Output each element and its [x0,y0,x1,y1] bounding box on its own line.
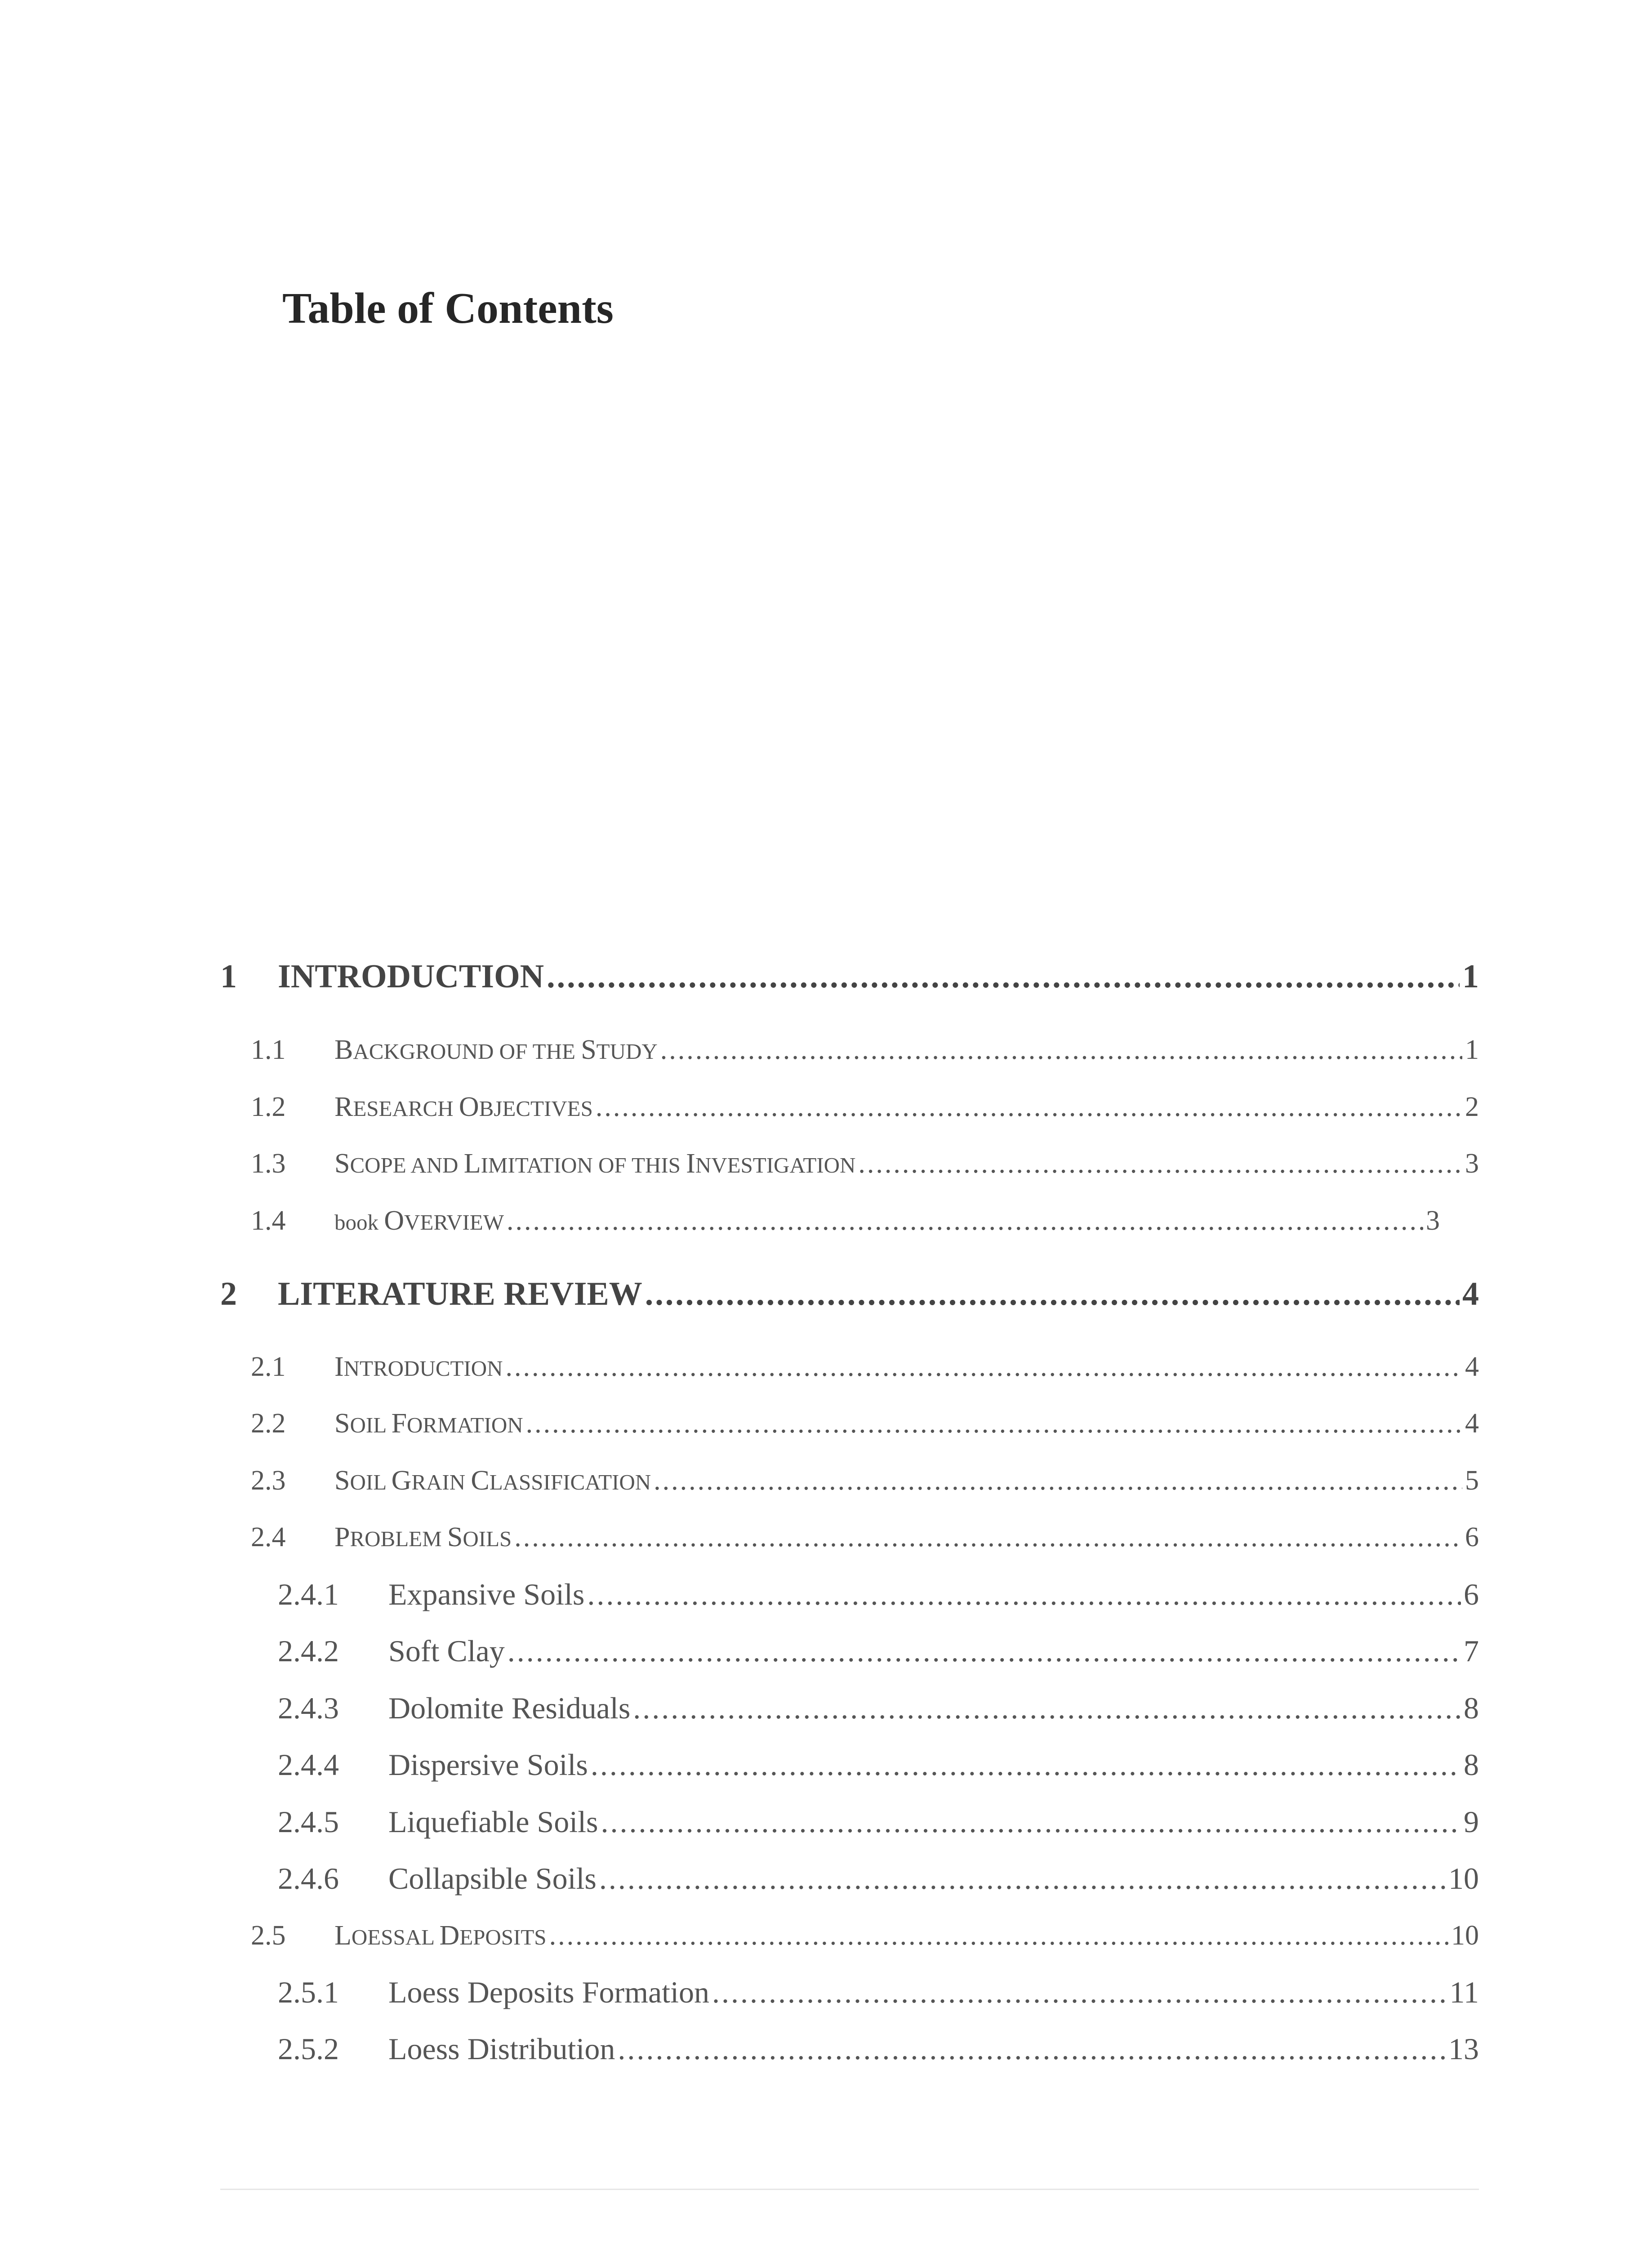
toc-entry-2-5-2[interactable] [278,2031,1479,2074]
toc-entry-page: 4 [1465,1408,1479,1439]
toc-entry-page: 9 [1464,1805,1479,1839]
toc-entry-label: book OVERVIEW [334,1205,504,1236]
toc-entry-number: 2.4 [251,1522,286,1552]
toc-entry-2[interactable] [220,1275,1479,1320]
toc-entry-2-1[interactable] [251,1351,1479,1392]
toc-entry-number: 2.4.6 [278,1861,339,1896]
toc-leader-dots [712,1975,1447,2010]
toc-leader-dots [599,1861,1446,1896]
toc-entry-number: 1 [220,958,237,995]
toc-entry-2-4-3[interactable] [278,1690,1479,1734]
toc-entry-number: 2.5.1 [278,1975,339,2009]
toc-entry-page: 6 [1464,1577,1479,1611]
toc-entry-2-4-1[interactable] [278,1577,1479,1620]
toc-leader-dots [549,1920,1448,1952]
page-title: Table of Contents [282,284,614,333]
toc-entry-2-4-5[interactable] [278,1804,1479,1847]
toc-leader-dots [654,1465,1462,1497]
toc-leader-dots [591,1747,1461,1783]
toc-entry-page: 7 [1464,1634,1479,1668]
toc-leader-dots [587,1577,1461,1612]
toc-entry-2-2[interactable] [251,1408,1479,1448]
toc-entry-page: 4 [1462,1276,1479,1312]
toc-entry-number: 1.3 [251,1148,286,1179]
toc-entry-page: 2 [1465,1092,1479,1122]
toc-leader-dots [547,958,1460,996]
toc-entry-2-5[interactable] [251,1920,1479,1960]
toc-entry-number: 2.4.1 [278,1577,339,1611]
toc-entry-page: 8 [1464,1748,1479,1782]
toc-entry-page: 4 [1465,1351,1479,1382]
toc-entry-label: Loess Deposits Formation [388,1975,709,2009]
toc-entry-page: 8 [1464,1691,1479,1725]
toc-entry-page: 3 [1426,1205,1440,1236]
toc-entry-page: 10 [1448,1861,1479,1896]
toc-entry-label: PROBLEM SOILS [334,1522,512,1552]
toc-entry-label: Soft Clay [388,1634,505,1668]
toc-entry-2-4-6[interactable] [278,1861,1479,1904]
toc-entry-1[interactable] [220,958,1479,1003]
toc-leader-dots [596,1091,1462,1123]
toc-entry-1-4[interactable] [251,1205,1440,1245]
toc-entry-page: 1 [1462,958,1479,995]
toc-leader-dots [601,1804,1461,1840]
toc-entry-2-5-1[interactable] [278,1975,1479,2018]
toc-entry-page: 13 [1448,2032,1479,2066]
toc-entry-label: Dispersive Soils [388,1748,588,1782]
toc-entry-number: 1.4 [251,1205,286,1236]
toc-entry-number: 2.2 [251,1408,286,1439]
toc-entry-number: 2.3 [251,1465,286,1496]
toc-entry-label: INTRODUCTION [278,958,544,995]
toc-entry-number: 2.4.4 [278,1748,339,1782]
toc-entry-2-4-2[interactable] [278,1633,1479,1677]
toc-leader-dots [645,1275,1460,1313]
toc-entry-number: 2.4.3 [278,1691,339,1725]
toc-leader-dots [508,1633,1461,1669]
toc-entry-page: 5 [1465,1465,1479,1496]
toc-entry-label: BACKGROUND OF THE STUDY [334,1035,658,1065]
toc-entry-number: 2.4.2 [278,1634,339,1668]
toc-entry-label: LOESSAL DEPOSITS [334,1920,547,1951]
toc-entry-2-4[interactable] [251,1521,1479,1562]
toc-entry-number: 2.5.2 [278,2032,339,2066]
toc-entry-number: 2.4.5 [278,1805,339,1839]
toc-entry-1-3[interactable] [251,1148,1479,1188]
toc-leader-dots [618,2031,1446,2067]
toc-leader-dots [858,1148,1462,1180]
toc-leader-dots [507,1205,1423,1237]
toc-entry-1-2[interactable] [251,1091,1479,1132]
toc-entry-number: 2 [220,1276,237,1312]
toc-entry-label: SCOPE AND LIMITATION OF THIS INVESTIGATION [334,1148,856,1179]
footer-divider [220,2189,1479,2190]
toc-entry-number: 1.2 [251,1092,286,1122]
toc-leader-dots [633,1690,1461,1726]
toc-entry-label: SOIL GRAIN CLASSIFICATION [334,1465,651,1496]
toc-entry-2-3[interactable] [251,1465,1479,1505]
toc-entry-page: 3 [1465,1148,1479,1179]
toc-entry-number: 1.1 [251,1035,286,1065]
toc-entry-label: Collapsible Soils [388,1861,597,1896]
toc-leader-dots [660,1034,1462,1066]
toc-entry-1-1[interactable] [251,1034,1479,1075]
toc-entry-label: SOIL FORMATION [334,1408,523,1439]
toc-entry-label: Loess Distribution [388,2032,615,2066]
toc-leader-dots [514,1521,1462,1553]
toc-entry-page: 1 [1465,1035,1479,1065]
toc-leader-dots [526,1408,1462,1440]
toc-entry-label: Liquefiable Soils [388,1805,598,1839]
toc-entry-label: Expansive Soils [388,1577,585,1611]
toc-entry-page: 6 [1465,1522,1479,1552]
toc-entry-number: 2.1 [251,1351,286,1382]
toc-entry-number: 2.5 [251,1920,286,1951]
toc-leader-dots [506,1351,1462,1383]
toc-entry-label: INTRODUCTION [334,1351,503,1382]
toc-entry-label: LITERATURE REVIEW [278,1276,642,1312]
toc-entry-page: 11 [1449,1975,1479,2009]
toc-entry-page: 10 [1451,1920,1479,1951]
toc-entry-label: RESEARCH OBJECTIVES [334,1092,593,1122]
toc-entry-2-4-4[interactable] [278,1747,1479,1790]
toc-entry-label: Dolomite Residuals [388,1691,631,1725]
